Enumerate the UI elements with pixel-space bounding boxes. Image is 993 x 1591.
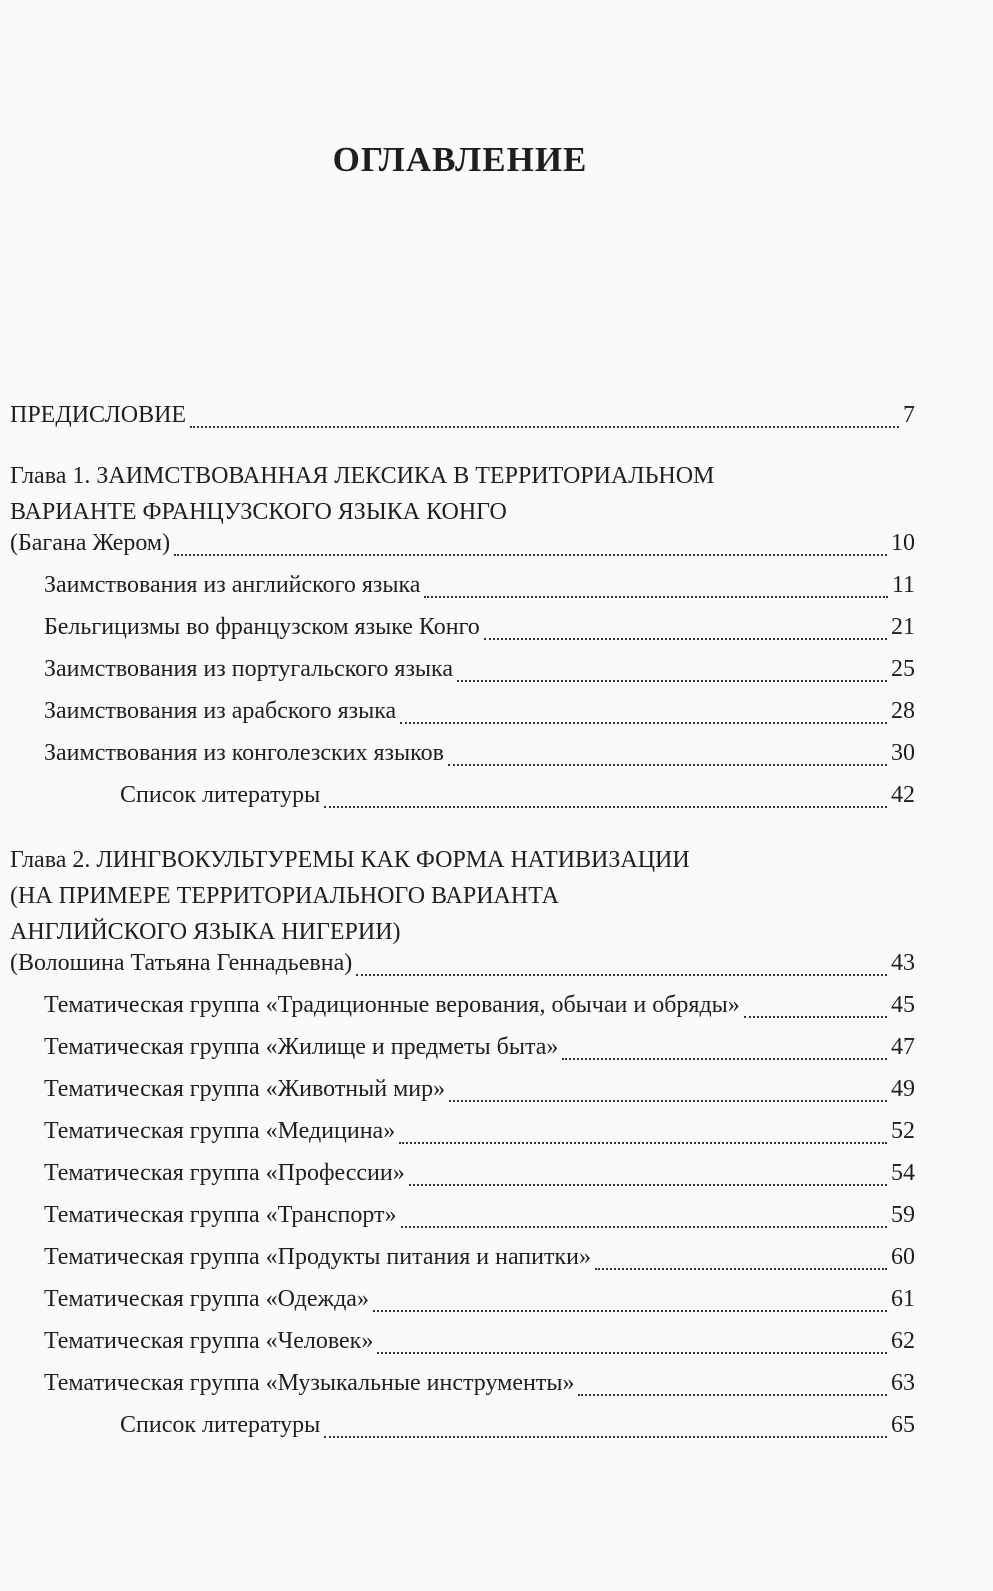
toc-entry bbox=[44, 1202, 915, 1236]
toc-entry bbox=[44, 1160, 915, 1194]
toc-entry-label: Тематическая группа «Музыкальные инструменты» bbox=[44, 1370, 575, 1396]
dot-leader bbox=[457, 680, 887, 682]
toc-page-number: 28 bbox=[891, 698, 915, 724]
toc-entry-label: Тематическая группа «Профессии» bbox=[44, 1160, 405, 1186]
dot-leader bbox=[324, 806, 887, 808]
toc-entry-label: Заимствования из португальского языка bbox=[44, 656, 453, 682]
chapter-1-heading-line-1: Глава 1. ЗАИМСТВОВАННАЯ ЛЕКСИКА В ТЕРРИТОРИАЛЬНОМ bbox=[10, 463, 715, 489]
toc-entry-references bbox=[120, 782, 915, 816]
toc-page-number: 59 bbox=[891, 1202, 915, 1228]
toc-entry-label: Тематическая группа «Традиционные верования, обычаи и обряды» bbox=[44, 992, 740, 1018]
toc-entry bbox=[44, 656, 915, 690]
toc-entry bbox=[44, 1328, 915, 1362]
toc-entry-label: Тематическая группа «Одежда» bbox=[44, 1286, 369, 1312]
toc-page-number: 45 bbox=[891, 992, 915, 1018]
toc-entry-label: Бельгицизмы во французском языке Конго bbox=[44, 614, 480, 640]
toc-entry-label: Заимствования из английского языка bbox=[44, 572, 421, 598]
dot-leader bbox=[324, 1436, 887, 1438]
toc-entry-references bbox=[120, 1412, 915, 1446]
toc-entry-label: Список литературы bbox=[120, 1412, 321, 1438]
toc-page-number: 60 bbox=[891, 1244, 915, 1270]
dot-leader bbox=[190, 426, 899, 428]
toc-page-number: 11 bbox=[891, 572, 915, 598]
chapter-1-author-entry bbox=[10, 530, 915, 564]
toc-page-number: 21 bbox=[891, 614, 915, 640]
toc-entry bbox=[44, 698, 915, 732]
toc-page-number: 63 bbox=[891, 1370, 915, 1396]
toc-entry-label: Заимствования из конголезских языков bbox=[44, 740, 444, 766]
chapter-2-author-entry bbox=[10, 950, 915, 984]
page-title: ОГЛАВЛЕНИЕ bbox=[332, 140, 588, 179]
toc-entry bbox=[44, 572, 915, 606]
toc-entry bbox=[44, 1370, 915, 1404]
toc-page-number: 10 bbox=[891, 530, 915, 556]
toc-page-number: 25 bbox=[891, 656, 915, 682]
chapter-2-heading-line-3: АНГЛИЙСКОГО ЯЗЫКА НИГЕРИИ) bbox=[10, 919, 401, 945]
toc-entry bbox=[44, 992, 915, 1026]
dot-leader bbox=[373, 1310, 887, 1312]
toc-entry-label: (Волошина Татьяна Геннадьевна) bbox=[10, 950, 353, 976]
toc-page-number: 61 bbox=[891, 1286, 915, 1312]
dot-leader bbox=[448, 764, 887, 766]
toc-entry bbox=[44, 1034, 915, 1068]
toc-entry-label: Тематическая группа «Продукты питания и напитки» bbox=[44, 1244, 591, 1270]
toc-entry-preface bbox=[10, 402, 915, 436]
toc-entry-label: Тематическая группа «Медицина» bbox=[44, 1118, 396, 1144]
toc-entry bbox=[44, 1286, 915, 1320]
toc-page-number: 52 bbox=[891, 1118, 915, 1144]
toc-entry-label: Тематическая группа «Человек» bbox=[44, 1328, 374, 1354]
toc-entry bbox=[44, 740, 915, 774]
dot-leader bbox=[424, 596, 887, 598]
dot-leader bbox=[409, 1184, 887, 1186]
toc-entry-label: Тематическая группа «Транспорт» bbox=[44, 1202, 397, 1228]
toc-page-number: 62 bbox=[891, 1328, 915, 1354]
toc-page-number: 54 bbox=[891, 1160, 915, 1186]
dot-leader bbox=[401, 1226, 887, 1228]
toc-entry bbox=[44, 614, 915, 648]
dot-leader bbox=[562, 1058, 887, 1060]
dot-leader bbox=[595, 1268, 887, 1270]
dot-leader bbox=[484, 638, 887, 640]
toc-entry-label: Заимствования из арабского языка bbox=[44, 698, 397, 724]
toc-entry bbox=[44, 1076, 915, 1110]
dot-leader bbox=[744, 1016, 887, 1018]
dot-leader bbox=[377, 1352, 887, 1354]
toc-page-number: 30 bbox=[891, 740, 915, 766]
toc-page-number: 7 bbox=[903, 402, 915, 428]
dot-leader bbox=[356, 974, 887, 976]
chapter-2-heading-line-2: (НА ПРИМЕРЕ ТЕРРИТОРИАЛЬНОГО ВАРИАНТА bbox=[10, 883, 560, 909]
chapter-2-heading-line-1: Глава 2. ЛИНГВОКУЛЬТУРЕМЫ КАК ФОРМА НАТИВИЗАЦИИ bbox=[10, 847, 690, 873]
toc-page-number: 49 bbox=[891, 1076, 915, 1102]
toc-entry-label: Тематическая группа «Животный мир» bbox=[44, 1076, 446, 1102]
chapter-1-heading-line-2: ВАРИАНТЕ ФРАНЦУЗСКОГО ЯЗЫКА КОНГО bbox=[10, 499, 507, 525]
toc-entry-label: (Багана Жером) bbox=[10, 530, 171, 556]
toc-entry-label: Список литературы bbox=[120, 782, 321, 808]
toc-page-number: 47 bbox=[891, 1034, 915, 1060]
dot-leader bbox=[174, 554, 887, 556]
dot-leader bbox=[578, 1394, 887, 1396]
toc-entry bbox=[44, 1244, 915, 1278]
toc-entry bbox=[44, 1118, 915, 1152]
dot-leader bbox=[399, 1142, 887, 1144]
dot-leader bbox=[400, 722, 887, 724]
toc-page-number: 42 bbox=[891, 782, 915, 808]
dot-leader bbox=[449, 1100, 887, 1102]
toc-page-number: 43 bbox=[891, 950, 915, 976]
toc-entry-label: ПРЕДИСЛОВИЕ bbox=[10, 402, 187, 428]
toc-page-number: 65 bbox=[891, 1412, 915, 1438]
toc-entry-label: Тематическая группа «Жилище и предметы быта» bbox=[44, 1034, 559, 1060]
